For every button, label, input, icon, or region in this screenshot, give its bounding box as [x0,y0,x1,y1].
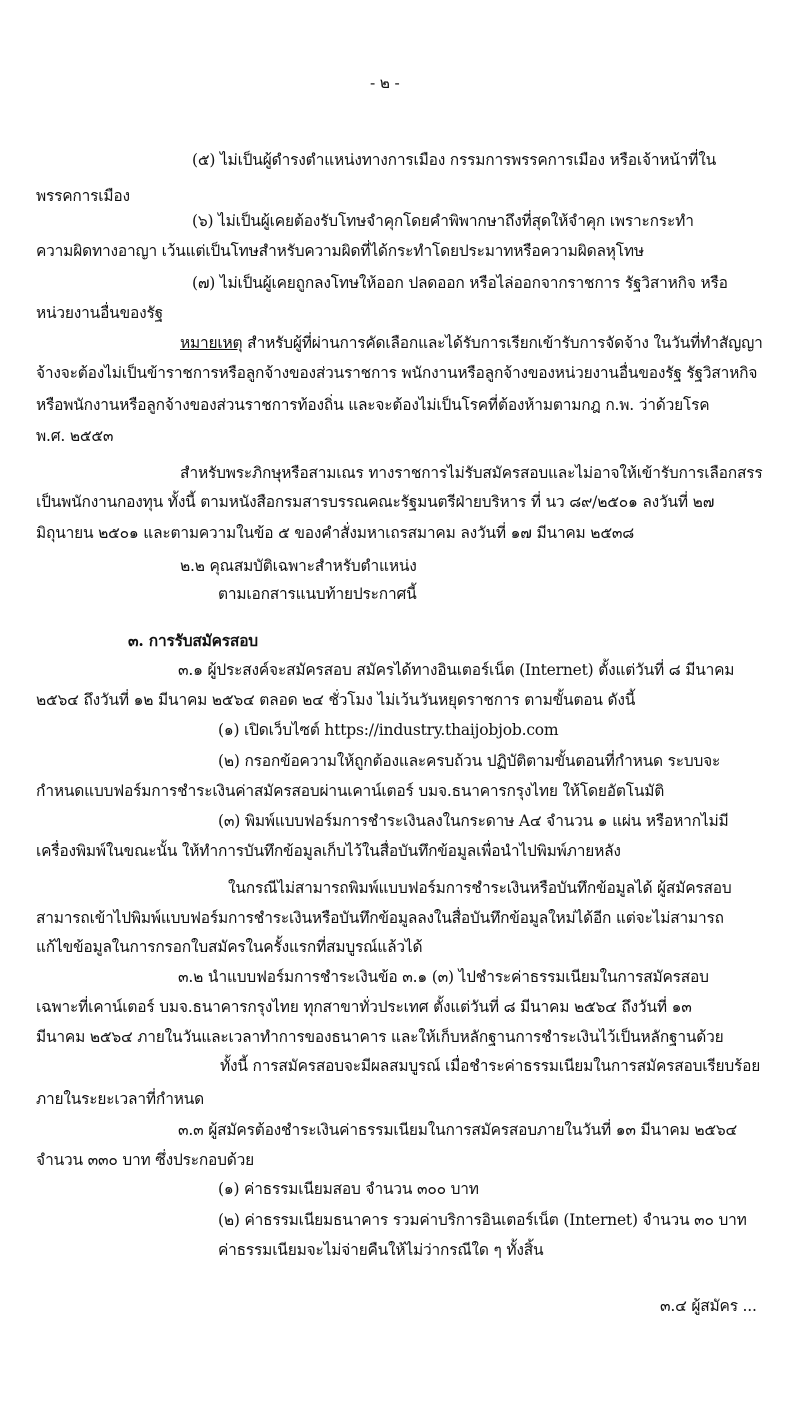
monk-paragraph-line-1: สำหรับพระภิกษุหรือสามเณร ทางราชการไม่รับสมัครสอบและไม่อาจให้เข้ารับการเลือกสรร [180,464,763,482]
item-6-line-1: (๖) ไม่เป็นผู้เคยต้องรับโทษจำคุกโดยคำพิพากษาถึงที่สุดให้จำคุก เพราะกระทำ [192,212,694,230]
no-refund-note: ค่าธรรมเนียมจะไม่จ่ายคืนให้ไม่ว่ากรณีใด ๆ ทั้งสิ้น [218,1241,544,1259]
step-2-line-1: (๒) กรอกข้อความให้ถูกต้องและครบถ้วน ปฏิบัติตามขั้นตอนที่กำหนด ระบบจะ [218,752,721,770]
step-3-line-2: เครื่องพิมพ์ในขณะนั้น ให้ทำการบันทึกข้อมูลเก็บไว้ในสื่อบันทึกข้อมูลเพื่อนำไปพิมพ์ภายหลัง [36,842,621,860]
completion-line-1: ทั้งนี้ การสมัครสอบจะมีผลสมบูรณ์ เมื่อชำระค่าธรรมเนียมในการสมัครสอบเรียบร้อย [220,1057,761,1075]
fallback-line-2: สามารถเข้าไปพิมพ์แบบฟอร์มการชำระเงินหรือบันทึกข้อมูลลงในสื่อบันทึกข้อมูลใหม่ได้อีก แต่จะไม่สามารถ [36,909,724,927]
item-5-line-2: พรรคการเมือง [36,187,130,205]
section-3-2-line-3: มีนาคม ๒๕๖๔ ภายในวันและเวลาทำการของธนาคาร และให้เก็บหลักฐานการชำระเงินไว้เป็นหลักฐานด้วย [36,1028,724,1046]
completion-line-2: ภายในระยะเวลาที่กำหนด [36,1090,205,1108]
item-7-line-1: (๗) ไม่เป็นผู้เคยถูกลงโทษให้ออก ปลดออก หรือไล่ออกจากราชการ รัฐวิสาหกิจ หรือ [192,274,728,292]
section-3-2-line-2: เฉพาะที่เคาน์เตอร์ บมจ.ธนาคารกรุงไทย ทุกสาขาทั่วประเทศ ตั้งแต่วันที่ ๘ มีนาคม ๒๕๖๔ ถึงวันที่ ๑๓ [36,998,692,1016]
monk-paragraph-line-2: เป็นพนักงานกองทุน ทั้งนี้ ตามหนังสือกรมสารบรรณคณะรัฐมนตรีฝ่ายบริหาร ที่ นว ๘๙/๒๕๐๑ ลงวันที่ ๒๗ [36,493,715,511]
note-line-4: พ.ศ. ๒๕๕๓ [36,427,114,445]
item-7-line-2: หน่วยงานอื่นของรัฐ [36,304,163,322]
section-3-3-line-2: จำนวน ๓๓๐ บาท ซึ่งประกอบด้วย [36,1151,255,1169]
note-label: หมายเหตุ [180,334,243,352]
note-line-1 [180,333,763,353]
item-5-line-1: (๕) ไม่เป็นผู้ดำรงตำแหน่งทางการเมือง กรรมการพรรคการเมือง หรือเจ้าหน้าที่ใน [192,151,717,169]
section-2-2-text: ตามเอกสารแนบท้ายประกาศนี้ [218,585,417,603]
note-line-2: จ้างจะต้องไม่เป็นข้าราชการหรือลูกจ้างของส่วนราชการ พนักงานหรือลูกจ้างของหน่วยงานอื่นของรัฐ รัฐวิสาหกิจ [36,364,758,382]
section-3-2-line-1: ๓.๒ นำแบบฟอร์มการชำระเงินข้อ ๓.๑ (๓) ไปชำระค่าธรรมเนียมในการสมัครสอบ [178,968,709,986]
note-line-3: หรือพนักงานหรือลูกจ้างของส่วนราชการท้องถิ่น และจะต้องไม่เป็นโรคที่ต้องห้ามตามกฎ ก.พ. ว่าด้วยโรค [36,396,710,414]
fallback-line-1: ในกรณีไม่สามารถพิมพ์แบบฟอร์มการชำระเงินหรือบันทึกข้อมูลได้ ผู้สมัครสอบ [228,879,732,897]
note-text: สำหรับผู้ที่ผ่านการคัดเลือกและได้รับการเรียกเข้ารับการจัดจ้าง ในวันที่ทำสัญญา [242,334,763,352]
section-3-3-line-1: ๓.๓ ผู้สมัครต้องชำระเงินค่าธรรมเนียมในการสมัครสอบภายในวันที่ ๑๓ มีนาคม ๒๕๖๔ [178,1121,738,1139]
continuation-marker: ๓.๔ ผู้สมัคร ... [660,1297,757,1315]
fee-item-1: (๑) ค่าธรรมเนียมสอบ จำนวน ๓๐๐ บาท [218,1180,479,1198]
page-number: - ๒ - [370,74,400,92]
section-2-2-title: ๒.๒ คุณสมบัติเฉพาะสำหรับตำแหน่ง [180,557,417,575]
section-3-1-line-1: ๓.๑ ผู้ประสงค์จะสมัครสอบ สมัครได้ทางอินเตอร์เน็ต (Internet) ตั้งแต่วันที่ ๘ มีนาคม [178,661,735,679]
item-6-line-2: ความผิดทางอาญา เว้นแต่เป็นโทษสำหรับความผิดที่ได้กระทำโดยประมาทหรือความผิดลหุโทษ [36,242,644,260]
section-3-1-line-2: ๒๕๖๔ ถึงวันที่ ๑๒ มีนาคม ๒๕๖๔ ตลอด ๒๔ ชั่วโมง ไม่เว้นวันหยุดราชการ ตามขั้นตอน ดังนี้ [36,691,636,709]
step-3-line-1: (๓) พิมพ์แบบฟอร์มการชำระเงินลงในกระดาษ A๔ จำนวน ๑ แผ่น หรือหากไม่มี [218,812,729,830]
monk-paragraph-line-3: มิถุนายน ๒๕๐๑ และตามความในข้อ ๕ ของคำสั่งมหาเถรสมาคม ลงวันที่ ๑๗ มีนาคม ๒๕๓๘ [36,524,635,542]
section-3-heading: ๓. การรับสมัครสอบ [128,631,258,650]
fee-item-2: (๒) ค่าธรรมเนียมธนาคาร รวมค่าบริการอินเตอร์เน็ต (Internet) จำนวน ๓๐ บาท [218,1211,747,1229]
step-1-website: (๑) เปิดเว็บไซต์ https://industry.thaijobjob.com [218,721,559,739]
step-2-line-2: กำหนดแบบฟอร์มการชำระเงินค่าสมัครสอบผ่านเคาน์เตอร์ บมจ.ธนาคารกรุงไทย ให้โดยอัตโนมัติ [36,782,665,800]
fallback-line-3: แก้ไขข้อมูลในการกรอกใบสมัครในครั้งแรกที่สมบูรณ์แล้วได้ [36,938,423,956]
